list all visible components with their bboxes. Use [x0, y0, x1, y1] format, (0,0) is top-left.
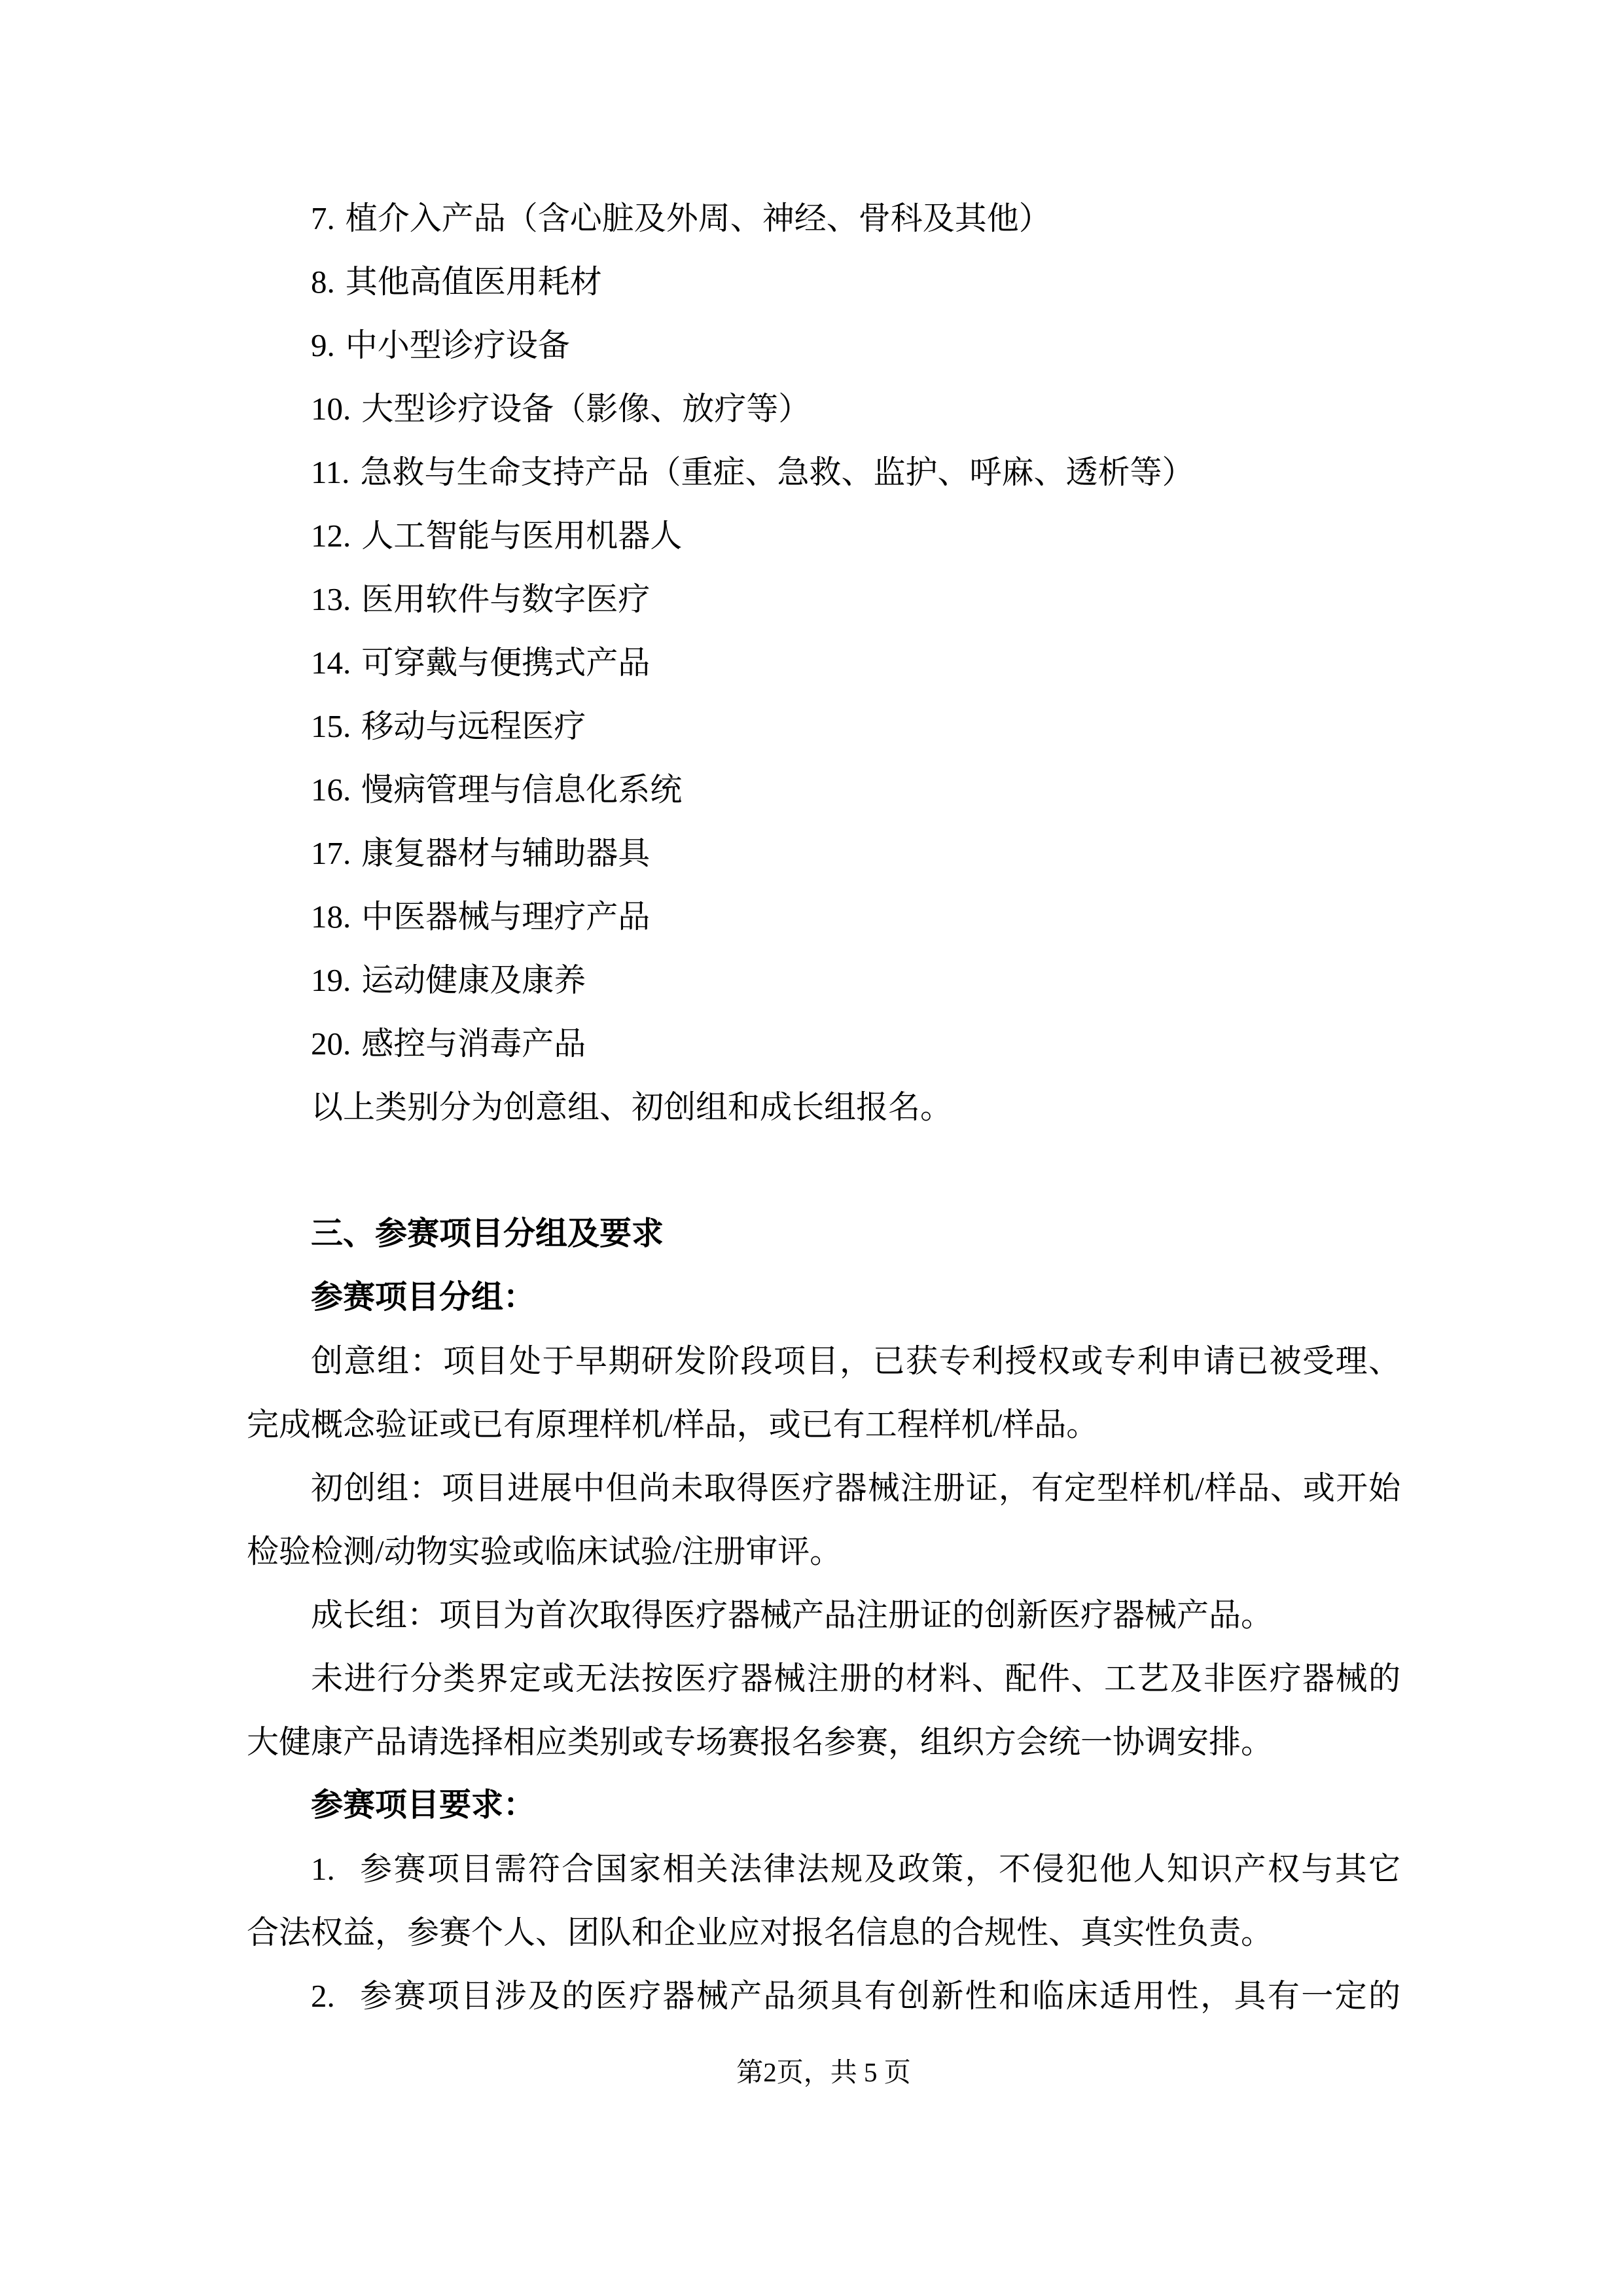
- paragraph-line-other-1: 未进行分类界定或无法按医疗器械注册的材料、配件、工艺及非医疗器械的: [311, 1660, 1400, 1696]
- category-number: 18.: [311, 899, 351, 935]
- requirement-number: 2.: [311, 1978, 335, 2014]
- category-number: 16.: [311, 772, 351, 808]
- category-item-11: [247, 440, 1400, 504]
- category-item-14: [247, 631, 1400, 694]
- requirement-item-1-line-2: 合法权益，参赛个人、团队和企业应对报名信息的合规性、真实性负责。: [247, 1914, 1274, 1950]
- blank-line: [247, 1139, 1400, 1202]
- category-label: 感控与消毒产品: [361, 1026, 586, 1062]
- category-label: 急救与生命支持产品（重症、急救、监护、呼麻、透析等）: [360, 454, 1194, 490]
- category-label: 运动健康及康养: [361, 962, 586, 998]
- category-label: 康复器材与辅助器具: [361, 835, 651, 871]
- paragraph-line-other-2: 大健康产品请选择相应类别或专场赛报名参赛，组织方会统一协调安排。: [247, 1724, 1274, 1760]
- category-item-20: [247, 1012, 1400, 1075]
- category-label: 移动与远程医疗: [361, 708, 586, 744]
- category-label: 人工智能与医用机器人: [361, 518, 683, 554]
- category-number: 8.: [311, 264, 335, 300]
- category-item-8: [247, 250, 1400, 314]
- category-label: 植介入产品（含心脏及外周、神经、骨科及其他）: [345, 200, 1051, 236]
- paragraph-line-creative-1: 创意组：项目处于早期研发阶段项目，已获专利授权或专利申请已被受理、: [311, 1343, 1400, 1379]
- category-number: 7.: [311, 200, 335, 236]
- category-number: 17.: [311, 835, 351, 871]
- category-number: 15.: [311, 708, 351, 744]
- category-item-7: [247, 187, 1400, 250]
- category-number: 20.: [311, 1026, 351, 1062]
- paragraph-line-startup-2: 检验检测/动物实验或临床试验/注册审评。: [247, 1534, 842, 1570]
- category-label: 大型诊疗设备（影像、放疗等）: [361, 391, 811, 427]
- category-number: 12.: [311, 518, 351, 554]
- category-number: 13.: [311, 581, 351, 617]
- category-label: 中小型诊疗设备: [345, 327, 570, 363]
- section-heading: 三、参赛项目分组及要求: [311, 1216, 664, 1251]
- requirement-text: 参赛项目需符合国家相关法律法规及政策，不侵犯他人知识产权与其它: [358, 1851, 1400, 1887]
- page-content: [247, 187, 1400, 2028]
- requirement-text: 参赛项目涉及的医疗器械产品须具有创新性和临床适用性，具有一定的: [358, 1978, 1400, 2014]
- category-item-12: [247, 504, 1400, 567]
- category-label: 慢病管理与信息化系统: [361, 772, 683, 808]
- category-item-17: [247, 821, 1400, 885]
- paragraph-line-growth: 成长组：项目为首次取得医疗器械产品注册证的创新医疗器械产品。: [311, 1597, 1274, 1633]
- category-label: 中医器械与理疗产品: [361, 899, 651, 935]
- category-item-10: [247, 377, 1400, 440]
- paragraph-line-startup-1: 初创组：项目进展中但尚未取得医疗器械注册证，有定型样机/样品、或开始: [311, 1470, 1400, 1506]
- category-item-19: [247, 948, 1400, 1012]
- requirement-item-2-line-1: [247, 1964, 1400, 2028]
- category-label: 其他高值医用耗材: [345, 264, 602, 300]
- category-number: 9.: [311, 327, 335, 363]
- category-number: 11.: [311, 454, 350, 490]
- category-item-15: [247, 694, 1400, 758]
- category-note: 以上类别分为创意组、初创组和成长组报名。: [311, 1089, 953, 1125]
- requirement-item-1-line-1: [247, 1837, 1400, 1901]
- grouping-heading: 参赛项目分组：: [311, 1280, 536, 1315]
- category-number: 19.: [311, 962, 351, 998]
- category-item-18: [247, 885, 1400, 948]
- category-label: 医用软件与数字医疗: [361, 581, 651, 617]
- requirements-heading: 参赛项目要求：: [311, 1787, 536, 1823]
- page-number-footer: 第2页，共 5 页: [736, 2057, 911, 2087]
- category-number: 10.: [311, 391, 351, 427]
- category-number: 14.: [311, 645, 351, 681]
- category-label: 可穿戴与便携式产品: [361, 645, 651, 681]
- category-item-16: [247, 758, 1400, 821]
- paragraph-line-creative-2: 完成概念验证或已有原理样机/样品，或已有工程样机/样品。: [247, 1407, 1099, 1443]
- requirement-number: 1.: [311, 1851, 335, 1887]
- category-item-9: [247, 314, 1400, 377]
- category-item-13: [247, 567, 1400, 631]
